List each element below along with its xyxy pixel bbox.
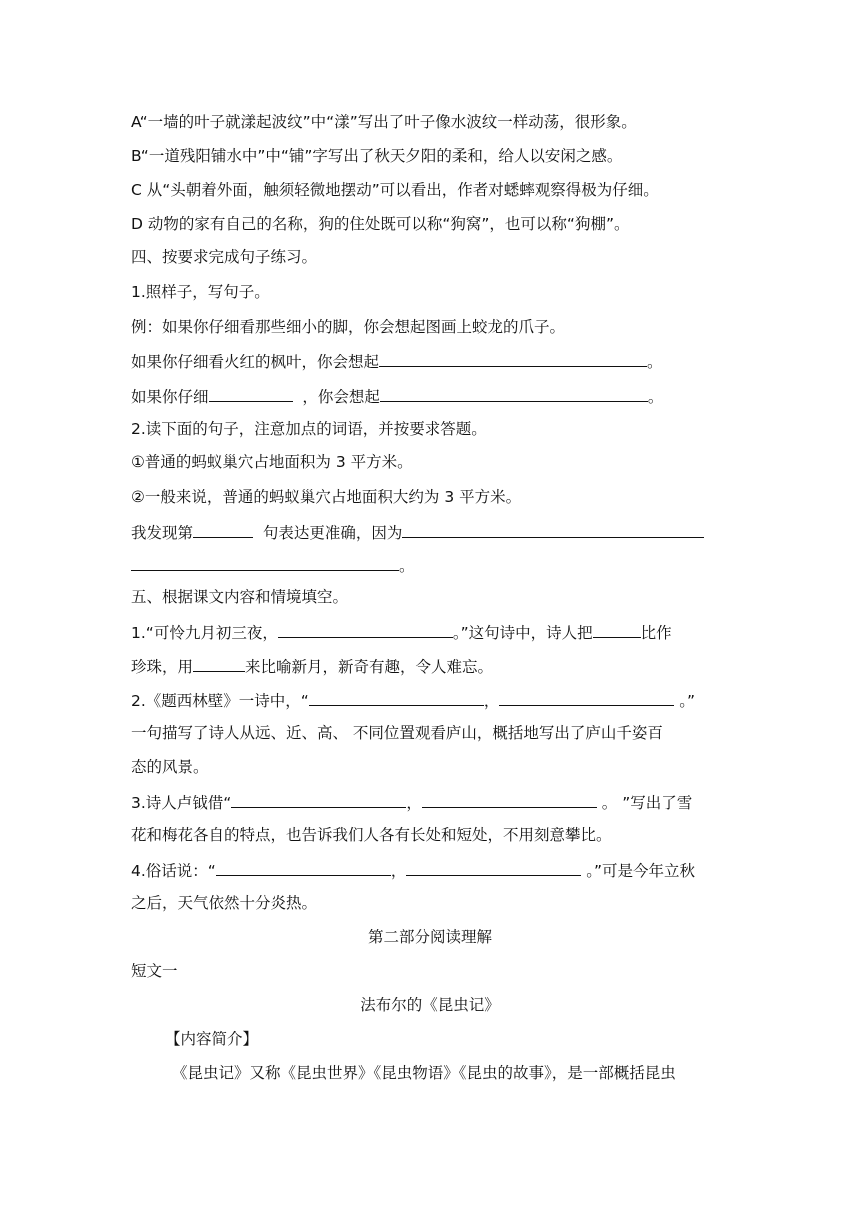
section-5-q3	[131, 790, 692, 814]
s5-q1-part-a: 1.“可怜九月初三夜，	[131, 624, 278, 642]
s5-q3-part-a: 3.诗人卢钺借“	[131, 794, 232, 812]
section-4-q2-sentence-2: ②一般来说，普通的蚂蚁巢穴占地面积大约为 3 平方米。	[131, 488, 522, 506]
section-5-q1	[131, 620, 672, 644]
section-4-q1-example: 例：如果你仔细看那些细小的脚，你会想起图画上蛟龙的爪子。	[131, 318, 566, 336]
answer-blank[interactable]	[209, 384, 293, 402]
s5-q1-part-e: 来比喻新月，新奇有趣，令人难忘。	[245, 658, 494, 676]
intro-text: 《昆虫记》又称《昆虫世界》《昆虫物语》《昆虫的故事》，是一部概括昆虫	[172, 1064, 676, 1082]
answer-blank[interactable]	[131, 553, 399, 571]
option-c: C 从“头朝着外面，触须轻微地摆动”可以看出，作者对蟋蟀观察得极为仔细。	[131, 181, 659, 199]
s5-q2-comma: ，	[483, 692, 500, 710]
section-5-q2-cont2: 态的风景。	[131, 758, 209, 776]
intro-label: 【内容简介】	[165, 1030, 259, 1048]
passage-label: 短文一	[131, 962, 178, 980]
s5-q2-part-a: 2.《题西林壁》一诗中，“	[131, 692, 309, 710]
section-4-q2-answer-cont	[131, 553, 415, 577]
q2-answer-middle: 句表达更准确，因为	[262, 524, 403, 542]
s5-q4-part-b: 。”可是今年立秋	[586, 862, 696, 880]
q1-line1-prefix: 如果你仔细看火红的枫叶，你会想起	[131, 353, 380, 371]
section-5-q4-cont: 之后，天气依然十分炎热。	[131, 894, 318, 912]
answer-blank[interactable]	[406, 858, 581, 876]
answer-blank[interactable]	[402, 520, 704, 538]
option-a: A“一墙的叶子就漾起波纹”中“漾”写出了叶子像水波纹一样动荡，很形象。	[131, 113, 637, 131]
section-5-q4	[131, 858, 695, 882]
answer-blank[interactable]	[593, 620, 641, 638]
s5-q3-part-b: 。 ”写出了雪	[601, 794, 693, 812]
q1-line1-suffix: 。	[647, 353, 663, 371]
section-5-q2-cont: 一句描写了诗人从远、近、高、 不同位置观看庐山，概括地写出了庐山千姿百	[131, 724, 663, 742]
answer-blank[interactable]	[380, 384, 648, 402]
q2-answer-prefix: 我发现第	[131, 524, 194, 542]
s5-q1-part-d: 珍珠，用	[131, 658, 194, 676]
q1-line2-suffix: 。	[647, 388, 664, 406]
passage-title: 法布尔的《昆虫记》	[360, 996, 500, 1014]
section-4-heading: 四、按要求完成句子练习。	[131, 248, 318, 266]
answer-blank[interactable]	[379, 349, 647, 367]
q1-line2-prefix: 如果你仔细	[131, 388, 209, 406]
answer-blank[interactable]	[231, 790, 406, 808]
section-5-q2	[131, 688, 695, 712]
answer-blank[interactable]	[216, 858, 391, 876]
answer-blank[interactable]	[499, 688, 674, 706]
section-5-q1-cont	[131, 654, 493, 678]
s5-q3-comma: ，	[406, 794, 422, 812]
section-4-q1-line1	[131, 349, 663, 373]
answer-blank[interactable]	[309, 688, 484, 706]
section-4-q1-line2	[131, 384, 663, 408]
section-5-q3-cont: 花和梅花各自的特点，也告诉我们人各有长处和短处，不用刻意攀比。	[131, 826, 612, 844]
answer-blank[interactable]	[193, 520, 253, 538]
s5-q2-part-b: 。”	[679, 692, 696, 710]
section-4-q1-title: 1.照样子，写句子。	[131, 283, 270, 301]
q2-answer-end: 。	[399, 557, 415, 575]
answer-blank[interactable]	[193, 654, 245, 672]
section-4-q2-sentence-1: ①普通的蚂蚁巢穴占地面积为 3 平方米。	[131, 453, 413, 471]
s5-q1-part-b: 。”这句诗中，诗人把	[452, 624, 593, 642]
section-4-q2-title: 2.读下面的句子，注意加点的词语，并按要求答题。	[131, 420, 487, 438]
part-2-heading: 第二部分阅读理解	[367, 928, 492, 946]
q1-line2-middle: ，你会想起	[302, 388, 380, 406]
section-4-q2-answer	[131, 520, 704, 544]
s5-q4-part-a: 4.俗话说：“	[131, 862, 216, 880]
s5-q1-part-c: 比作	[640, 624, 672, 642]
section-5-heading: 五、根据课文内容和情境填空。	[131, 588, 349, 606]
option-d: D 动物的家有自己的名称，狗的住处既可以称“狗窝”，也可以称“狗棚”。	[131, 215, 630, 233]
answer-blank[interactable]	[278, 620, 453, 638]
answer-blank[interactable]	[422, 790, 597, 808]
s5-q4-comma: ，	[390, 862, 407, 880]
option-b: B“一道残阳铺水中”中“铺”字写出了秋天夕阳的柔和，给人以安闲之感。	[131, 147, 623, 165]
